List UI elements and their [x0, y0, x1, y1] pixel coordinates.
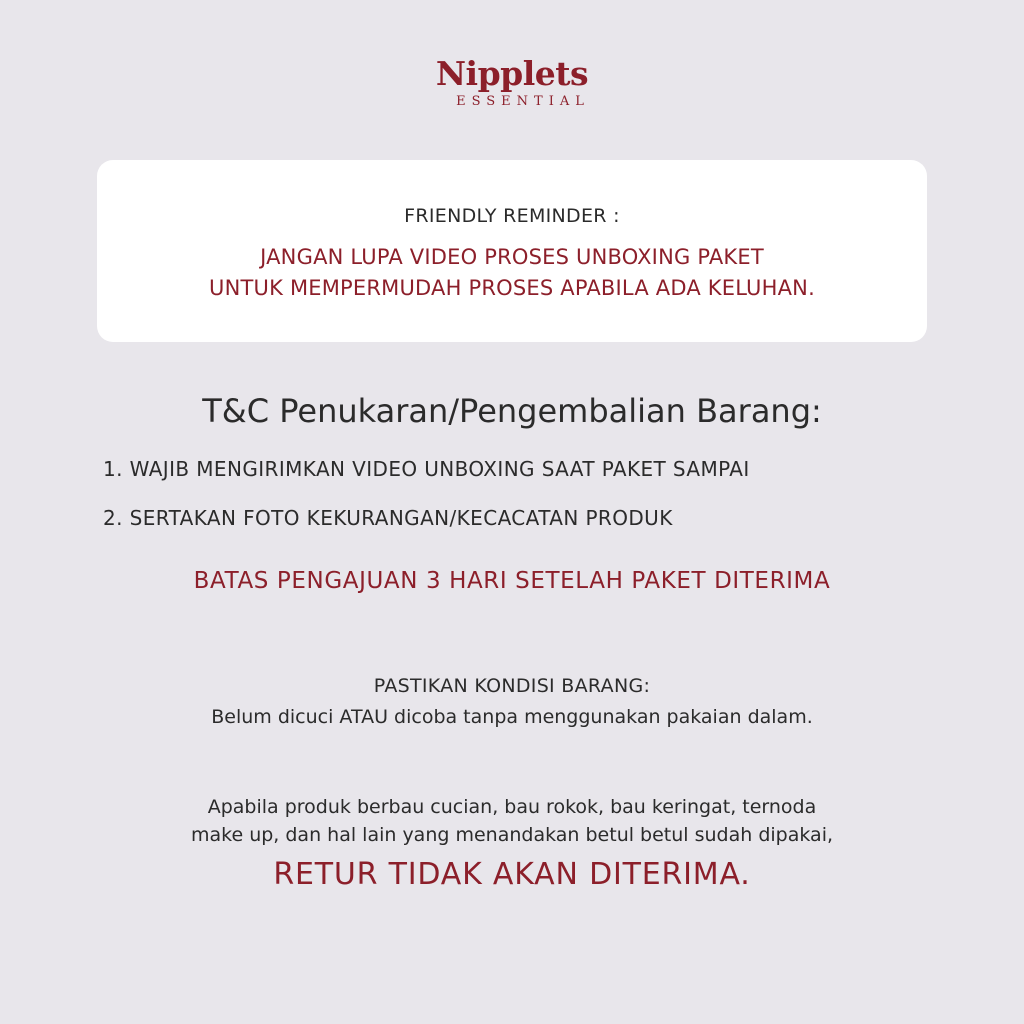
reminder-line: UNTUK MEMPERMUDAH PROSES APABILA ADA KELUHAN. — [209, 276, 815, 300]
reminder-card — [97, 160, 927, 342]
brand-name: Nipplets — [435, 54, 589, 93]
reminder-title: FRIENDLY REMINDER : — [404, 205, 620, 227]
terms-title: T&C Penukaran/Pengembalian Barang: — [202, 392, 822, 430]
terms-list-item: 1. WAJIB MENGIRIMKAN VIDEO UNBOXING SAAT PAKET SAMPAI — [103, 457, 750, 481]
reminder-line: JANGAN LUPA VIDEO PROSES UNBOXING PAKET — [260, 245, 764, 269]
note-line: Apabila produk berbau cucian, bau rokok, bau keringat, ternoda — [207, 796, 817, 818]
note-line: make up, dan hal lain yang menandakan betul betul sudah dipakai, — [190, 824, 834, 846]
condition-title: PASTIKAN KONDISI BARANG: — [373, 675, 651, 697]
return-rejected-notice: RETUR TIDAK AKAN DITERIMA. — [273, 857, 751, 892]
condition-text: Belum dicuci ATAU dicoba tanpa menggunakan pakaian dalam. — [211, 706, 813, 728]
terms-list — [103, 455, 963, 553]
deadline-notice: BATAS PENGAJUAN 3 HARI SETELAH PAKET DITERIMA — [193, 568, 831, 594]
terms-list-item: 2. SERTAKAN FOTO KEKURANGAN/KECACATAN PRODUK — [103, 506, 673, 530]
brand-logo — [0, 52, 1024, 112]
brand-tagline: ESSENTIAL — [456, 94, 590, 109]
